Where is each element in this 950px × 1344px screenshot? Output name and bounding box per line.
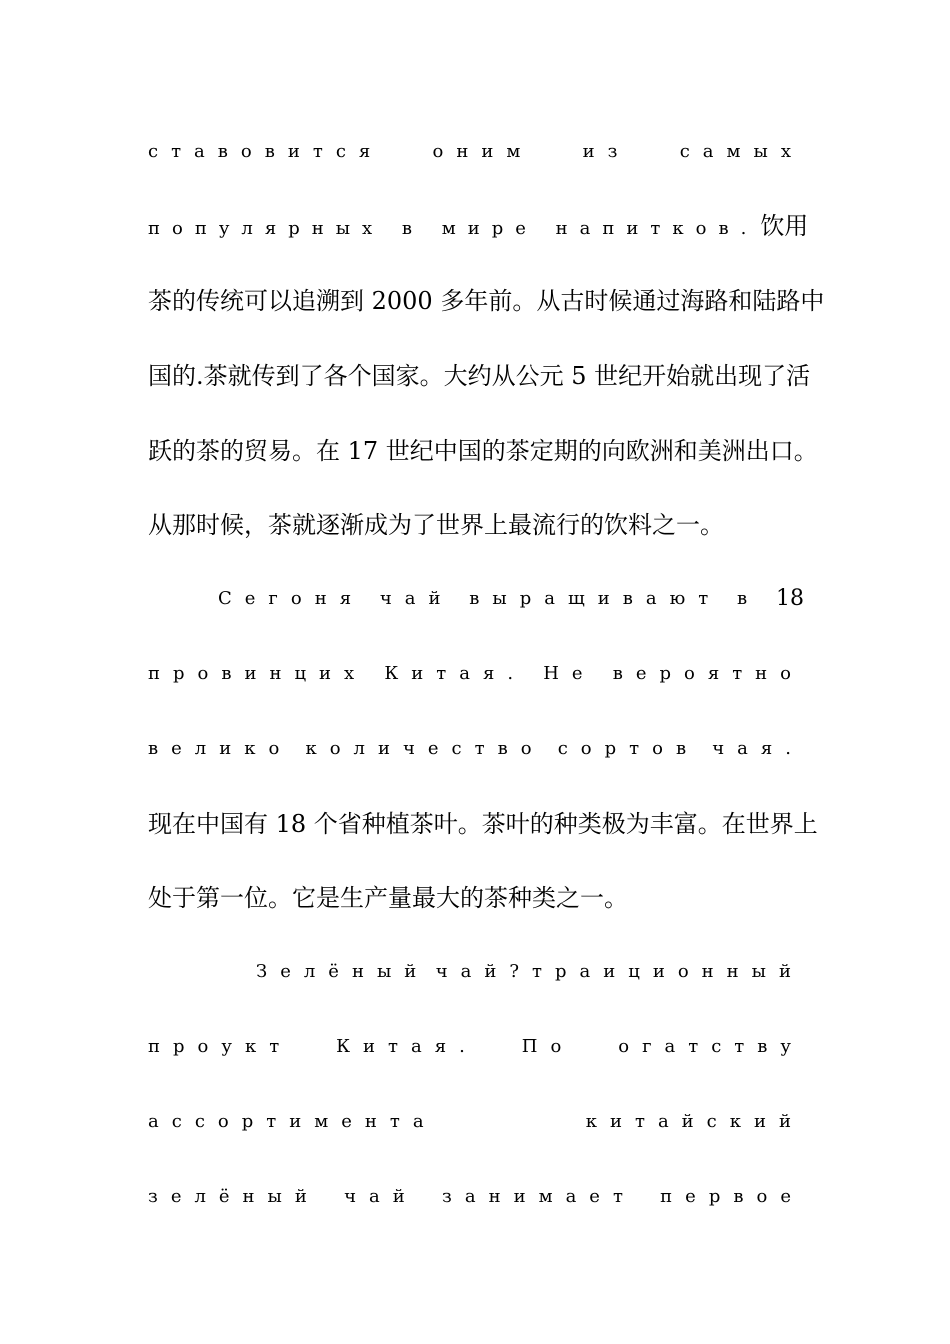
text-line-ru: [148, 1102, 804, 1142]
word: из: [582, 141, 631, 162]
word: велико: [148, 738, 293, 759]
word: выращивают: [469, 588, 722, 609]
word: количество: [305, 738, 545, 759]
word: первое: [660, 1186, 804, 1207]
word: По: [521, 1036, 575, 1057]
word: зелёный: [148, 1186, 320, 1207]
word: чай: [344, 1186, 418, 1207]
word: китайский: [585, 1111, 804, 1132]
word: ставовится: [148, 141, 384, 162]
word: ассортимента: [148, 1111, 437, 1132]
text-line-cn: 国的.茶就传到了各个国家。大约从公元 5 世纪开始就出现了活: [148, 362, 811, 390]
text-line-ru: [148, 654, 804, 694]
word: проукт: [148, 1036, 293, 1057]
word: оним: [432, 141, 534, 162]
text-line-ru: [218, 579, 804, 619]
word: чая.: [712, 738, 804, 759]
word: Сегоня: [218, 588, 365, 609]
word: Не: [543, 663, 596, 684]
word: занимает: [442, 1186, 636, 1207]
word: чай?траиционный: [435, 961, 804, 982]
word: провинцих: [148, 663, 368, 684]
text-line-mixed: [148, 206, 809, 246]
word: Китая.: [336, 1036, 478, 1057]
word: 18: [775, 586, 804, 611]
cn-text: 饮用: [760, 212, 809, 240]
text-line-cn: 处于第一位。它是生产量最大的茶种类之一。: [148, 884, 628, 912]
text-line-ru: [256, 952, 804, 992]
word: чай: [379, 588, 454, 609]
word: в: [737, 588, 761, 609]
word: огатству: [618, 1036, 804, 1057]
ru-text: популярных в мире напитков.: [148, 218, 759, 239]
text-line-ru: [148, 1027, 804, 1067]
word: вероятно: [612, 663, 804, 684]
text-line-ru: [148, 1177, 804, 1217]
text-line-ru: [148, 132, 804, 172]
text-line-cn: 跃的茶的贸易。在 17 世纪中国的茶定期的向欧洲和美洲出口。: [148, 437, 818, 465]
word: Китая.: [384, 663, 527, 684]
text-line-ru: [148, 729, 804, 769]
text-line-cn: 现在中国有 18 个省种植茶叶。茶叶的种类极为丰富。在世界上: [148, 810, 818, 838]
word: Зелёный: [256, 961, 430, 982]
word: сортов: [557, 738, 700, 759]
text-line-cn: 茶的传统可以追溯到 2000 多年前。从古时候通过海路和陆路中: [148, 287, 825, 315]
text-line-cn: 从那时候，茶就逐渐成为了世界上最流行的饮料之一。: [148, 511, 724, 539]
word: самых: [679, 141, 804, 162]
